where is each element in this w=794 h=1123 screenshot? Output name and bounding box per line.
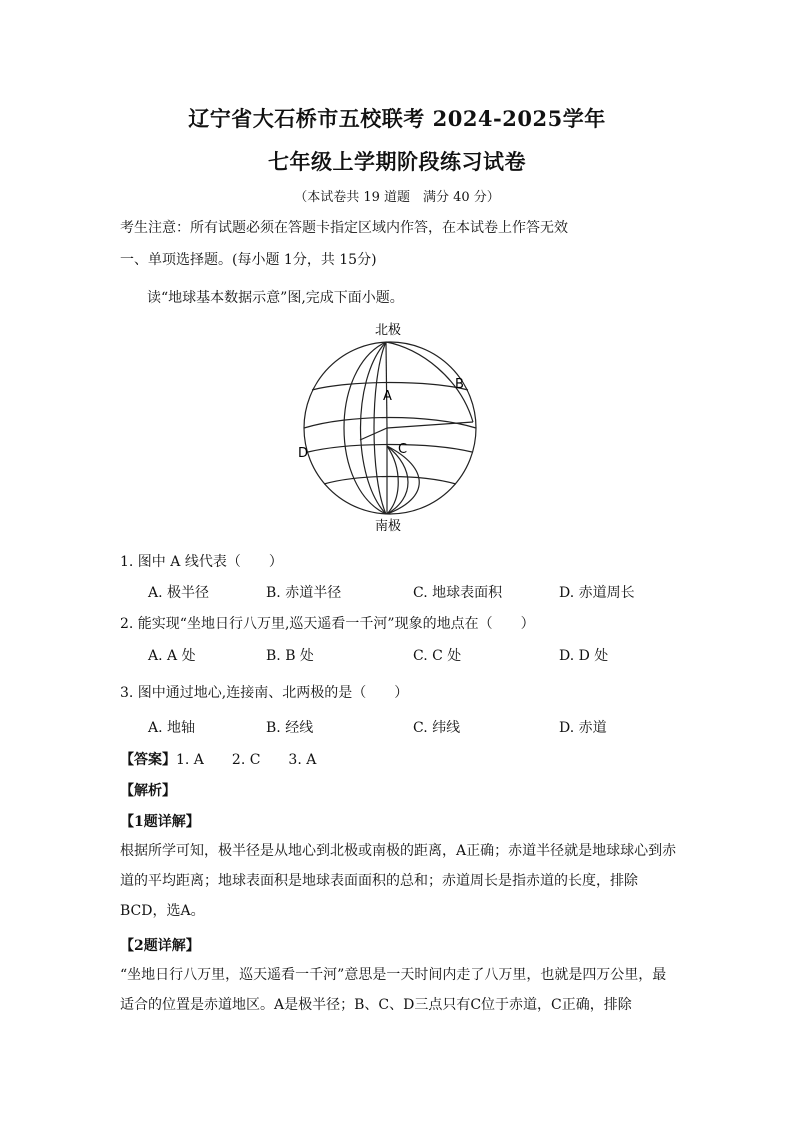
- globe-diagram: [290, 318, 490, 538]
- exam-note: （本试卷共 19 道题 满分 40 分）: [294, 190, 500, 205]
- question-3: 3. 图中通过地心,连接南、北两极的是（ ）: [120, 685, 409, 701]
- meridian-1: [344, 342, 386, 514]
- answer-line: [120, 749, 316, 769]
- label-b: B: [455, 377, 464, 392]
- label-south: 南极: [375, 519, 402, 534]
- q1-detail-label: 【1题详解】: [120, 814, 200, 830]
- q3-option-b: B. 经线: [266, 720, 314, 736]
- q1-detail: 根据所学可知，极半径是从地心到北极或南极的距离，A正确；赤道半径就是地球球心到赤道的平均距离；地球表面积是地球表面面积的总和；赤道周长是指赤道的长度，排除BCD，选A。: [120, 843, 677, 919]
- q2-option-b: B. B 处: [266, 648, 314, 664]
- q1-option-d: D. 赤道周长: [559, 585, 635, 601]
- label-a: A: [383, 389, 392, 404]
- q2-option-d: D. D 处: [559, 648, 609, 664]
- meridian-3: [374, 342, 386, 514]
- q2-detail-label: 【2题详解】: [120, 938, 200, 954]
- question-2: 2. 能实现“坐地日行八万里,巡天遥看一千河”现象的地点在（ ）: [120, 616, 535, 632]
- question-1: 1. 图中 A 线代表（ ）: [120, 554, 283, 570]
- page-title-line2: 七年级上学期阶段练习试卷: [268, 149, 526, 174]
- analysis-label: 【解析】: [120, 783, 176, 799]
- intro: 读“地球基本数据示意”图,完成下面小题。: [147, 290, 404, 306]
- answer-text: 1. A 2. C 3. A: [176, 752, 317, 768]
- q2-option-c: C. C 处: [413, 648, 462, 664]
- page-title-line1: 辽宁省大石桥市五校联考 2024-2025学年: [188, 106, 606, 131]
- answer-label: 【答案】: [120, 752, 176, 768]
- meridian-2: [361, 342, 387, 514]
- latitude-3: [324, 477, 456, 485]
- q2-detail: “坐地日行八万里，巡天遥看一千河”意思是一天时间内走了八万里，也就是四万公里，最适合的位置是赤道地区。A是极半径；B、C、D三点只有C位于赤道，C正确，排除: [120, 967, 667, 1013]
- section-heading: 一、单项选择题。(每小题 1分，共 15分): [120, 252, 377, 268]
- q1-option-a: A. 极半径: [148, 585, 210, 601]
- q3-option-d: D. 赤道: [559, 720, 607, 736]
- q3-option-a: A. 地轴: [148, 720, 196, 736]
- label-c: C: [398, 442, 408, 457]
- q1-option-c: C. 地球表面积: [413, 585, 503, 601]
- label-north: 北极: [375, 323, 402, 338]
- meridian-4: [387, 446, 398, 514]
- label-d: D: [298, 446, 309, 461]
- q3-option-c: C. 纬线: [413, 720, 461, 736]
- q1-option-b: B. 赤道半径: [266, 585, 342, 601]
- q2-option-a: A. A 处: [148, 648, 196, 664]
- wedge-right: [387, 422, 473, 428]
- latitude-2: [304, 418, 476, 429]
- axis-line-a: [386, 342, 387, 428]
- notice: 考生注意：所有试题必须在答题卡指定区域内作答，在本试卷上作答无效: [120, 220, 568, 236]
